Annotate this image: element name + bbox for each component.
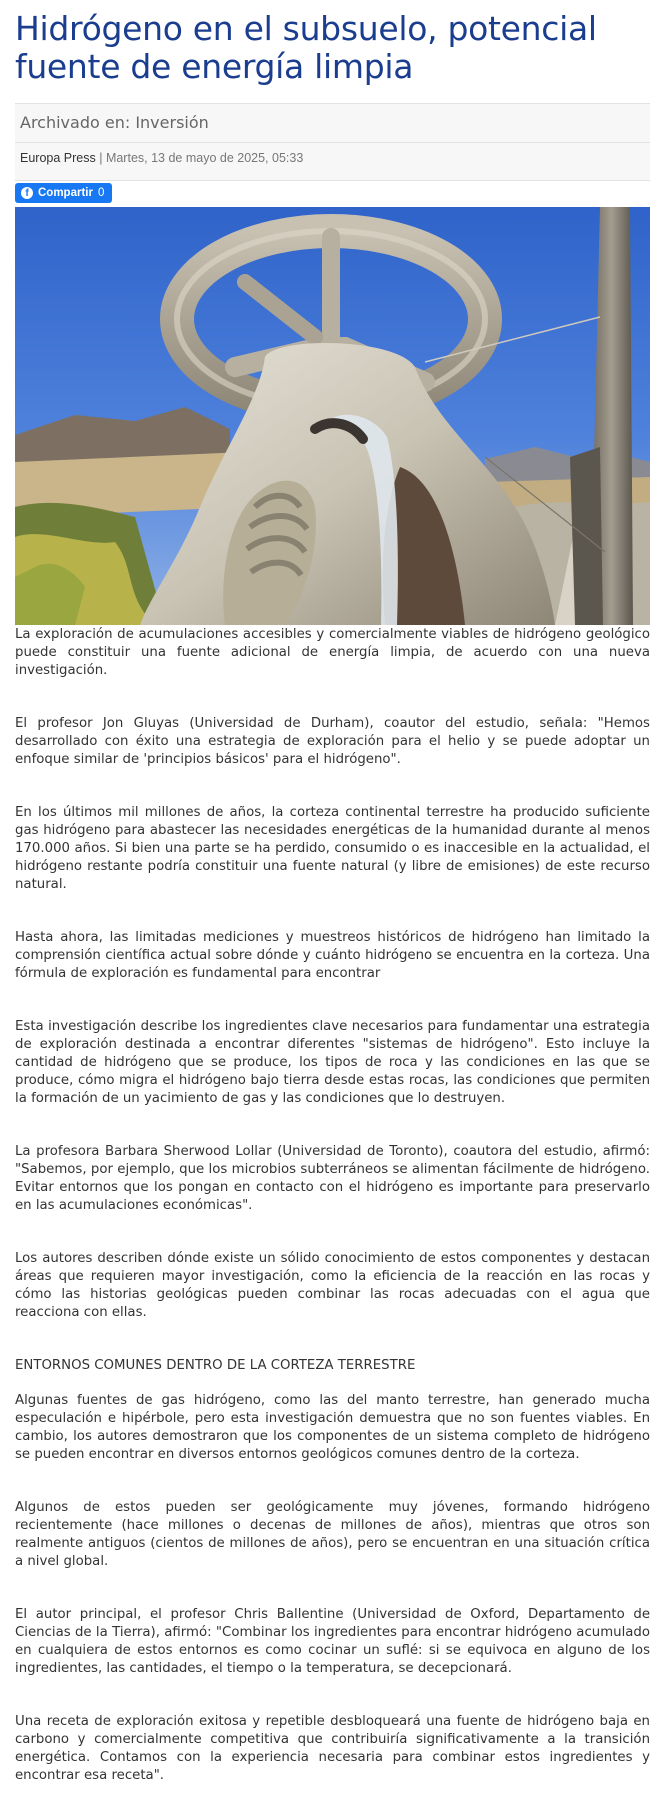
section-heading: ENTORNOS COMUNES DENTRO DE LA CORTEZA TERRESTRE bbox=[15, 1358, 416, 1373]
article-paragraph: Los autores describen dónde existe un sólido conocimiento de estos componentes y destacan áreas que requieren mayor investigación, como la eficiencia de la reacción en las rocas y cómo las historias geológicas pueden combinar las rocas adecuadas con el agua que reacciona con ellas. bbox=[15, 1251, 650, 1320]
article-title: Hidrógeno en el subsuelo, potencial fuente de energía limpia bbox=[15, 9, 597, 86]
article-meta bbox=[15, 103, 650, 181]
article-page bbox=[15, 0, 650, 1783]
article-paragraph: El autor principal, el profesor Chris Ballentine (Universidad de Oxford, Departamento de Ciencias de la Tierra), afirmó: "Combinar los ingredientes para encontrar hidrógeno acumulado en cualquiera de estos entornos es como cocinar un suflé: si se equivoca en alguno de los ingredientes, las cantidades, el tiempo o la temperatura, se decepcionará. bbox=[15, 1607, 650, 1676]
article-paragraph: Hasta ahora, las limitadas mediciones y muestreos históricos de hidrógeno han limitado la comprensión científica actual sobre dónde y cuánto hidrógeno se encuentra en la corteza. Una fórmula de exploración es fundamental para encontrar bbox=[15, 930, 650, 981]
meta-divider bbox=[15, 142, 650, 143]
byline bbox=[20, 149, 303, 167]
article-body bbox=[15, 626, 650, 1820]
article-paragraph: La exploración de acumulaciones accesibles y comercialmente viables de hidrógeno geológico puede constituir una fuente adicional de energía limpia, de acuerdo con una nueva investigación. bbox=[15, 627, 650, 678]
article-paragraph: La profesora Barbara Sherwood Lollar (Universidad de Toronto), coautora del estudio, afirmó: "Sabemos, por ejemplo, que los microbios subterráneos se alimentan fácilmente de hidrógeno. Evitar entornos que los pongan en contacto con el hidrógeno es importante para preservarlo en las acumulaciones económicas". bbox=[15, 1144, 650, 1213]
publish-date: Martes, 13 de mayo de 2025, 05:33 bbox=[105, 151, 304, 165]
facebook-share-button[interactable] bbox=[15, 183, 112, 203]
article-paragraph: Esta investigación describe los ingredientes clave necesarios para fundamentar una estrategia de exploración destinada a encontrar diferentes "sistemas de hidrógeno". Esto incluye la cantidad de hidrógeno que se produce, los tipos de roca y las condiciones en las que se produce, cómo migra el hidrógeno bajo tierra desde estas rocas, las condiciones que permiten la formación de un yacimiento de gas y las condiciones que lo destruyen. bbox=[15, 1019, 650, 1106]
article-paragraph: En los últimos mil millones de años, la corteza continental terrestre ha producido suficiente gas hidrógeno para abastecer las necesidades energéticas de la humanidad durante al menos 170.000 años. Si bien una parte se ha perdido, consumido o es inaccesible en la actualidad, el hidrógeno restante podría constituir una fuente natural (y libre de emisiones) de este recurso natural. bbox=[15, 805, 650, 892]
share-label: Compartir bbox=[38, 187, 93, 199]
article-photo bbox=[15, 207, 650, 625]
article-paragraph: Algunos de estos pueden ser geológicamente muy jóvenes, formando hidrógeno recientemente (hace millones o decenas de millones de años), mientras que otros son realmente antiguos (cientos de millones de años), pero se encuentran en una situación crítica a nivel global. bbox=[15, 1500, 650, 1569]
facebook-icon: f bbox=[21, 187, 33, 199]
archived-category[interactable]: Archivado en: Inversión bbox=[20, 113, 209, 132]
byline-separator: | bbox=[95, 151, 106, 165]
news-source: Europa Press bbox=[20, 151, 96, 165]
article-paragraph: El profesor Jon Gluyas (Universidad de Durham), coautor del estudio, señala: "Hemos desarrollado con éxito una estrategia de exploración para el helio y se puede adoptar un enfoque similar de 'principios básicos' para el hidrógeno". bbox=[15, 716, 650, 767]
article-paragraph: Una receta de exploración exitosa y repetible desbloqueará una fuente de hidrógeno baja en carbono y comercialmente competitiva que contribuiría significativamente a la transición energética. Contamos con la experiencia necesaria para combinar estos ingredientes y encontrar esa receta". bbox=[15, 1714, 650, 1783]
share-count: 0 bbox=[97, 187, 105, 199]
article-paragraph: Algunas fuentes de gas hidrógeno, como las del manto terrestre, han generado mucha especulación e hipérbole, pero esta investigación demuestra que no son fuentes viables. En cambio, los autores demostraron que los componentes de un sistema completo de hidrógeno se pueden encontrar en diversos entornos geológicos comunes dentro de la corteza. bbox=[15, 1393, 650, 1462]
